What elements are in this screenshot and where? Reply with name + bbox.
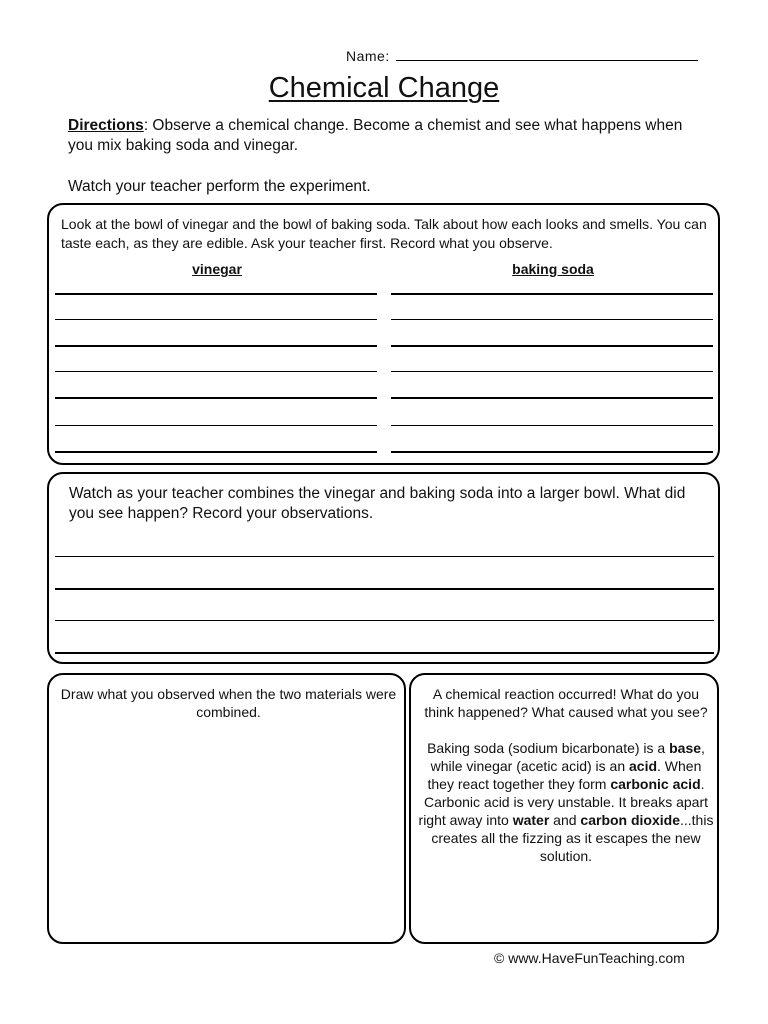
- vinegar-writing-line[interactable]: [55, 319, 377, 320]
- vinegar-writing-line[interactable]: [55, 397, 377, 399]
- observe-ingredients-box: [47, 203, 720, 465]
- directions-text: : Observe a chemical change. Become a chemist and see what happens when you mix baking soda and vinegar.: [68, 117, 683, 154]
- observation-writing-line[interactable]: [55, 556, 714, 557]
- term-acid: acid: [629, 758, 658, 774]
- baking-soda-writing-line[interactable]: [391, 451, 713, 453]
- vinegar-writing-line[interactable]: [55, 345, 377, 347]
- baking-soda-writing-line[interactable]: [391, 293, 713, 295]
- term-carbon-dioxide: carbon dioxide: [580, 812, 680, 828]
- baking-soda-writing-line[interactable]: [391, 397, 713, 399]
- vinegar-column-heading: vinegar: [192, 261, 242, 277]
- explanation-box: [409, 673, 719, 944]
- vinegar-writing-line[interactable]: [55, 425, 377, 426]
- observation-writing-line[interactable]: [55, 588, 714, 590]
- directions: [68, 116, 708, 156]
- term-water: water: [512, 812, 550, 828]
- name-field-row: [346, 48, 698, 64]
- box1-instructions: Look at the bowl of vinegar and the bowl of baking soda. Talk about how each looks and smells. You can taste each, as they are edible. Ask your teacher first. Record what you observe.: [61, 216, 707, 251]
- observation-writing-line[interactable]: [55, 652, 714, 654]
- drawing-prompt: Draw what you observed when the two materials were combined.: [60, 686, 397, 720]
- vinegar-writing-line[interactable]: [55, 371, 377, 372]
- baking-soda-writing-line[interactable]: [391, 371, 713, 372]
- watch-instruction: Watch your teacher perform the experiment.: [68, 178, 371, 195]
- baking-soda-writing-line[interactable]: [391, 345, 713, 347]
- vinegar-writing-line[interactable]: [55, 293, 377, 295]
- baking-soda-writing-line[interactable]: [391, 425, 713, 426]
- drawing-box[interactable]: [47, 673, 406, 944]
- baking-soda-writing-line[interactable]: [391, 319, 713, 320]
- name-label: Name:: [346, 48, 390, 64]
- record-observations-box: [47, 472, 720, 664]
- directions-lead: Directions: [68, 117, 144, 134]
- observation-writing-line[interactable]: [55, 620, 714, 621]
- explanation-text: [417, 685, 715, 865]
- term-base: base: [669, 740, 702, 756]
- explanation-intro: A chemical reaction occurred! What do you think happened? What caused what you see?: [424, 686, 708, 720]
- baking-soda-column-heading: baking soda: [512, 261, 594, 277]
- box2-instructions: Watch as your teacher combines the vinegar and baking soda into a larger bowl. What did you see happen? Record your observations.: [69, 485, 686, 522]
- vinegar-writing-line[interactable]: [55, 451, 377, 453]
- page-title: Chemical Change: [268, 72, 500, 104]
- copyright-footer: © www.HaveFunTeaching.com: [494, 950, 685, 966]
- term-carbonic-acid: carbonic acid: [610, 776, 701, 792]
- name-blank[interactable]: [396, 49, 698, 61]
- explanation-paragraph: Baking soda (sodium bicarbonate) is a base, while vinegar (acetic acid) is an acid. When they react together they form carbonic acid. Carbonic acid is very unstable. It breaks apart right away into water and carbon dioxide...this creates all the fizzing as it escapes the new solution.: [418, 740, 714, 864]
